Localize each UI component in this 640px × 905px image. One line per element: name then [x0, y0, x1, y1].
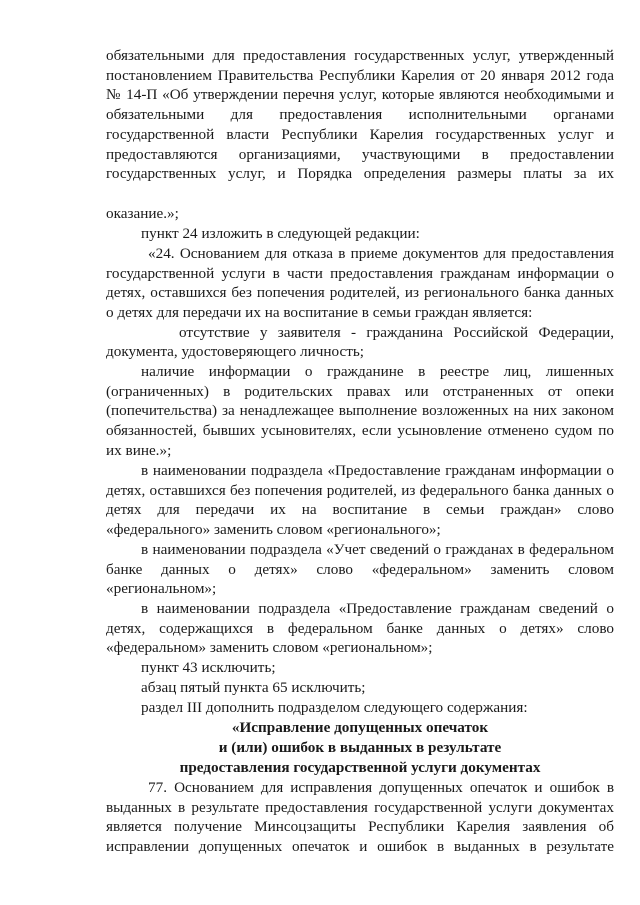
paragraph-text: «региональном»;: [106, 580, 217, 597]
paragraph-text: 77. Основанием для исправления допущенных опечаток и ошибок в выданных в результате предоставления государственной услуги документах является получение Минсоцзащиты Республики Карелия заявления об исправлении допущенных опечаток и ошибок в выданных в результате: [106, 779, 614, 856]
paragraph-text: «федеральном» заменить словом «региональном»;: [106, 639, 433, 656]
paragraph-registry-info-end: [106, 441, 614, 461]
paragraph-item-24-intro: [141, 224, 614, 244]
paragraph-text: обязательными для предоставления государственных услуг, утвержденный постановлением Правительства Республики Карелия от 20 января 2012 года № 14-П «Об утверждении перечня услуг, которые являются необходимыми и обязательными для предоставления исполнительными органами государственной власти Республики Карелия государственных услуг и предоставляются организациями, участвующими в предоставлении государственных услуг, и Порядка определения размеры платы за их: [106, 47, 614, 183]
paragraph-text: в наименовании подраздела «Учет сведений о гражданах в федеральном банке данных о детях» слово «федеральном» заменить словом: [106, 541, 614, 578]
paragraph-subsection-rename-2-end: [106, 579, 614, 599]
paragraph-subsection-rename-1-end: [106, 520, 614, 540]
heading-text: и (или) ошибок в выданных в результате: [218, 739, 502, 756]
paragraph-absence-of-document-end: [106, 342, 614, 362]
subsection-heading-line-2: [106, 738, 614, 758]
paragraph-text: наличие информации о гражданине в реестре лиц, лишенных (ограниченных) в родительских правах или отстраненных от опеки (попечительства) за ненадлежащее выполнение возложенных на них законом обязанностей, бывших усыновителях, если усыновление отменено судом по: [106, 363, 614, 440]
paragraph-subsection-rename-3-end: [106, 638, 614, 658]
paragraph-text: документа, удостоверяющего личность;: [106, 343, 365, 360]
paragraph-item-24-end: [106, 303, 614, 323]
paragraph-text: пункт 43 исключить;: [141, 659, 276, 676]
subsection-heading-line-3: [106, 758, 614, 778]
paragraph-text: пункт 24 изложить в следующей редакции:: [141, 225, 420, 242]
paragraph-text: о детях для передачи их на воспитание в семьи граждан является:: [106, 304, 533, 321]
paragraph-text: в наименовании подраздела «Предоставление гражданам информации о детях, оставшихся без попечения родителей, из федерального банка данных о детях для передачи их на воспитание в семьи граждан» слово: [106, 462, 614, 519]
paragraph-text: их вине.»;: [106, 442, 172, 459]
paragraph-item-24: [106, 244, 614, 303]
paragraph-text: в наименовании подраздела «Предоставление гражданам сведений о детях, содержащихся в федеральном банке данных о детях» слово: [106, 600, 614, 637]
paragraph-opening-end: [106, 204, 614, 224]
paragraph-subsection-rename-2: [106, 540, 614, 579]
paragraph-section-iii: [141, 698, 614, 718]
paragraph-absence-of-document: [179, 323, 614, 343]
paragraph-item-77: [106, 778, 614, 857]
paragraph-registry-info: [106, 362, 614, 441]
paragraph-item-43: [141, 658, 614, 678]
paragraph-text: «федерального» заменить словом «регионального»;: [106, 521, 441, 538]
paragraph-text: «24. Основанием для отказа в приеме документов для предоставления государственной услуги в части предоставления гражданам информации о детях, оставшихся без попечения родителей, из регионального банка данных: [106, 245, 614, 302]
paragraph-opening-continuation: [106, 46, 614, 184]
paragraph-text: оказание.»;: [106, 205, 179, 222]
paragraph-item-65: [141, 678, 614, 698]
heading-text: предоставления государственной услуги документах: [179, 759, 541, 776]
subsection-heading-line-1: [106, 718, 614, 738]
paragraph-subsection-rename-3: [106, 599, 614, 638]
heading-text: «Исправление допущенных опечаток: [231, 719, 489, 736]
paragraph-text: отсутствие у заявителя - гражданина Российской Федерации,: [179, 324, 614, 341]
paragraph-text: раздел III дополнить подразделом следующего содержания:: [141, 699, 528, 716]
paragraph-subsection-rename-1: [106, 461, 614, 520]
paragraph-text: абзац пятый пункта 65 исключить;: [141, 679, 366, 696]
